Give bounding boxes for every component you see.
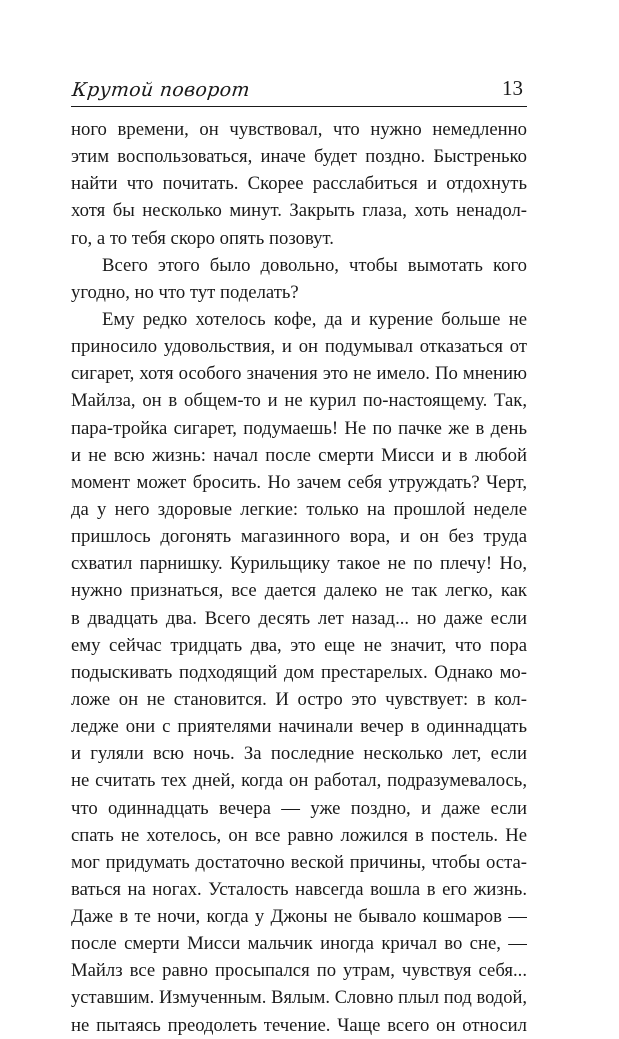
text-line: и гуляли всю ночь. За последние несколько лет, если [71, 743, 527, 765]
text-line: угодно, но что тут поделать? [71, 281, 299, 303]
text-line: да у него здоровые легкие: только на прошлой неделе [71, 498, 527, 520]
body-text [71, 116, 527, 1039]
text-line: ваться на ногах. Усталость навсегда вошла в его жизнь. [71, 878, 527, 900]
text-line: схватил парнишку. Курильщику такое не по плечу! Но, [71, 553, 527, 575]
paragraph-start-line: Всего этого было довольно, чтобы вымотать кого [102, 254, 527, 276]
text-line: найти что почитать. Скорее расслабиться и отдохнуть [71, 173, 527, 195]
text-line: Даже в те ночи, когда у Джоны не бывало кошмаров — [71, 906, 527, 928]
text-line: ему сейчас тридцать два, это еще не значит, что пора [71, 634, 527, 656]
text-line: пара-тройка сигарет, подумаешь! Не по пачке же в день [71, 417, 527, 439]
text-line: спать не хотелось, он все равно ложился в постель. Не [71, 824, 527, 846]
text-line: сигарет, хотя особого значения это не имело. По мнению [71, 363, 527, 385]
text-line: мог придумать достаточно веской причины, чтобы оста- [71, 851, 527, 873]
text-line: не считать тех дней, когда он работал, подразумевалось, [71, 770, 527, 792]
page-number: 13 [502, 76, 523, 100]
running-title: Крутой поворот [71, 79, 251, 101]
text-line: ледже они с приятелями начинали вечер в одиннадцать [71, 716, 527, 738]
text-line: подыскивать подходящий дом престарелых. Однако мо- [71, 661, 527, 683]
text-line: после смерти Мисси мальчик иногда кричал во сне, — [71, 933, 527, 955]
text-line: в двадцать два. Всего десять лет назад... но даже если [71, 607, 527, 629]
header-rule [71, 106, 527, 107]
text-line: го, а то тебя скоро опять позовут. [71, 227, 334, 249]
text-line: момент может бросить. Но зачем себя утруждать? Черт, [71, 471, 527, 493]
text-line: и не всю жизнь: начал после смерти Мисси и в любой [71, 444, 527, 466]
text-line: приносило удовольствия, и он подумывал отказаться от [71, 336, 527, 358]
text-line: что одиннадцать вечера — уже поздно, и даже если [71, 797, 527, 819]
text-line: ного времени, он чувствовал, что нужно немедленно [71, 119, 527, 140]
text-line: не пытаясь преодолеть течение. Чаще всего он относил [71, 1014, 527, 1036]
text-line: пришлось догонять магазинного вора, и он без труда [71, 526, 527, 548]
text-line: уставшим. Измученным. Вялым. Словно плыл под водой, [71, 987, 527, 1008]
paragraph-start-line: Ему редко хотелось кофе, да и курение больше не [102, 308, 527, 330]
text-line: ложе он не становится. И остро это чувствует: в кол- [71, 688, 527, 710]
text-line: этим воспользоваться, иначе будет поздно. Быстренько [71, 146, 527, 168]
text-line: Майлза, он в общем-то и не курил по-настоящему. Так, [71, 390, 527, 412]
text-line: нужно признаться, все дается далеко не так легко, как [71, 580, 527, 602]
text-line: Майлз все равно просыпался по утрам, чувствуя себя... [71, 960, 527, 982]
running-header [71, 76, 527, 106]
text-line: хотя бы несколько минут. Закрыть глаза, хоть ненадол- [71, 200, 527, 222]
